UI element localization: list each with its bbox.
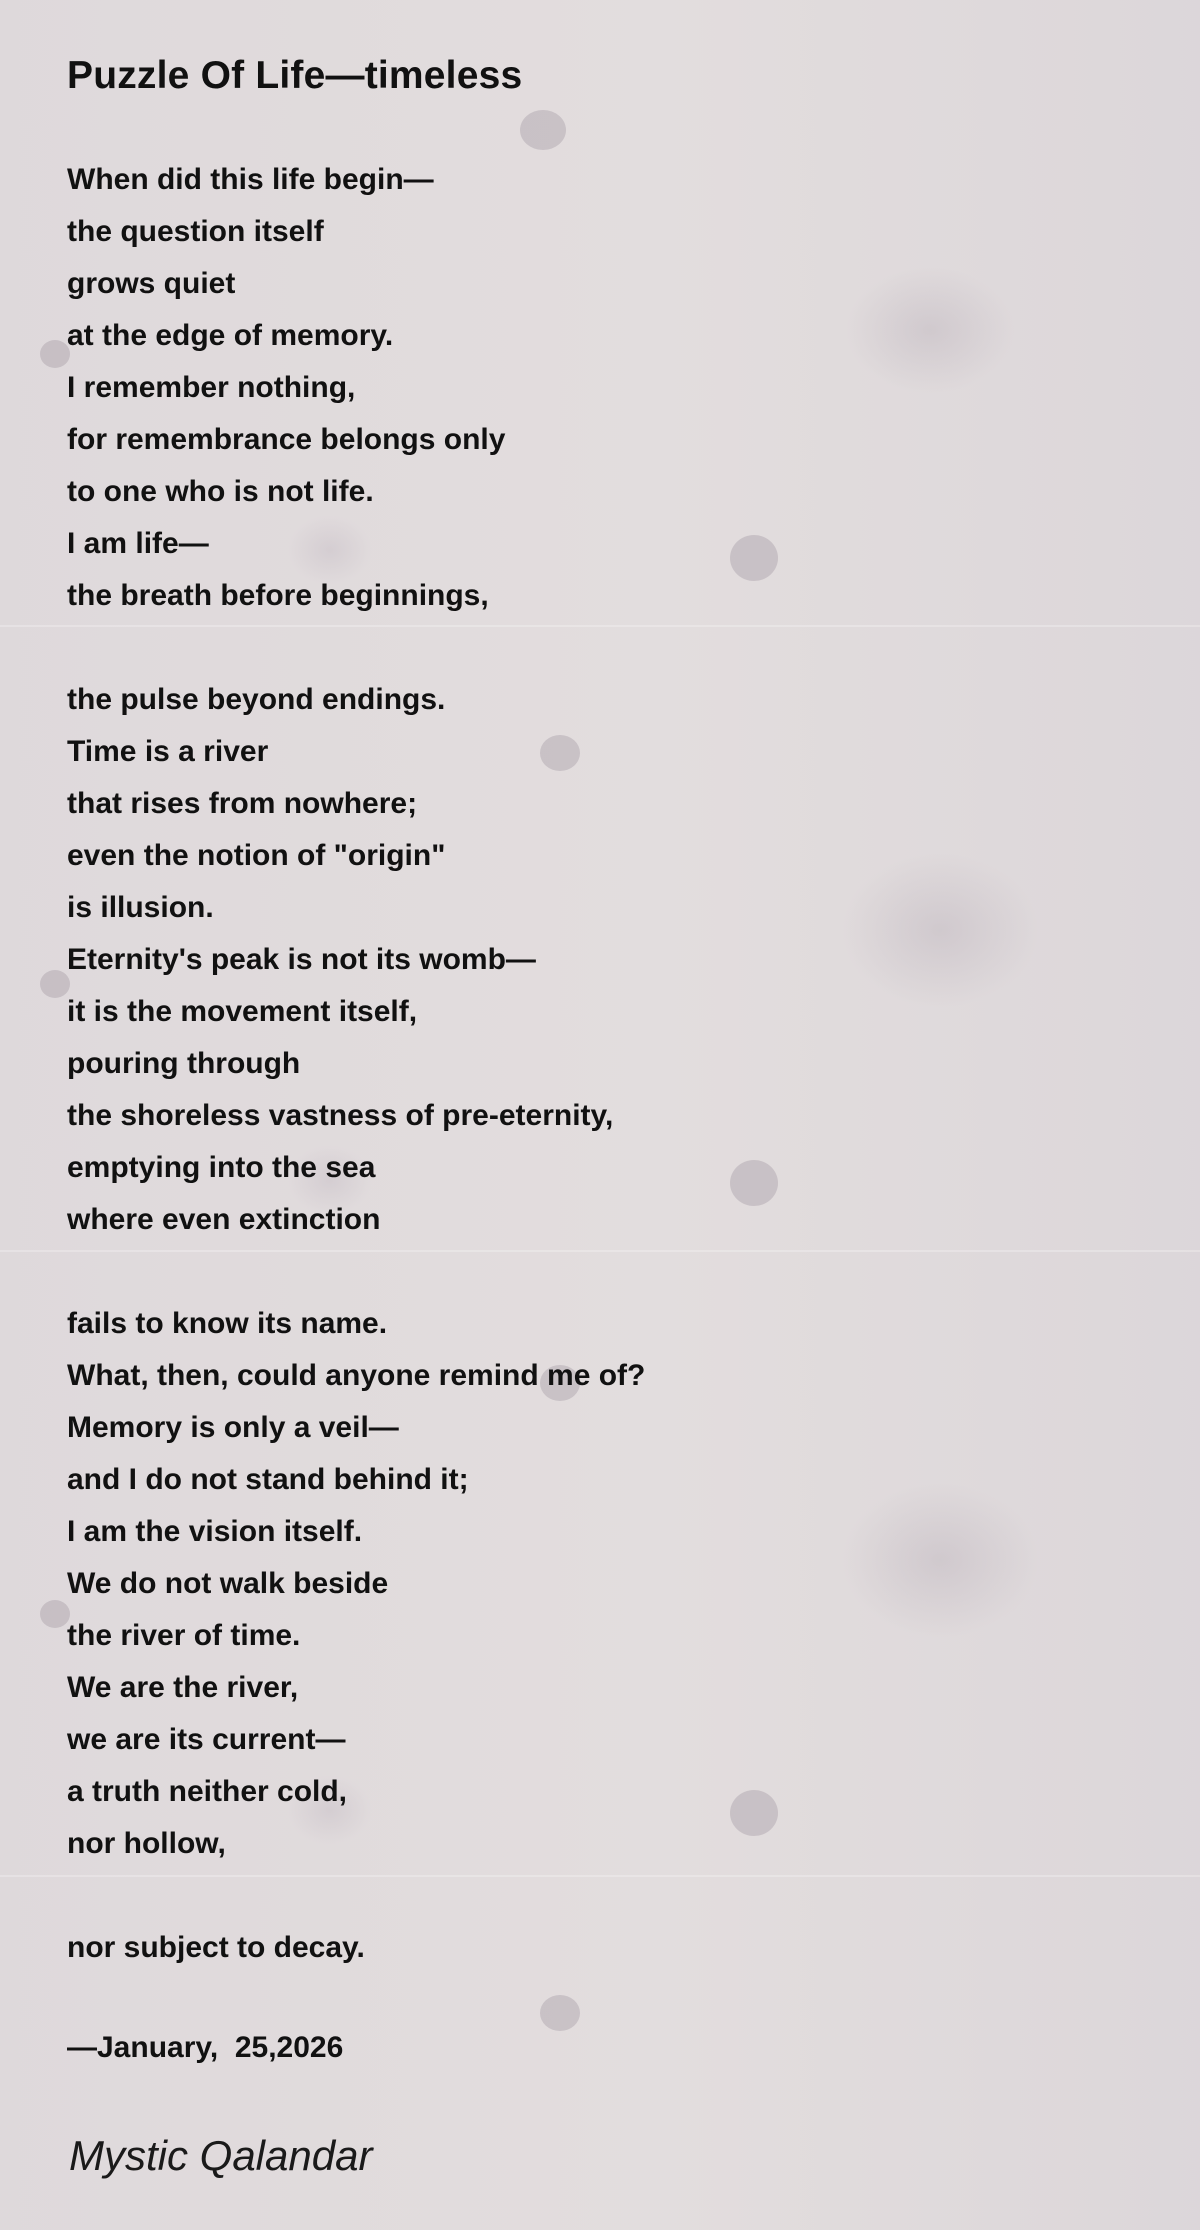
poem-line: even the notion of "origin" <box>67 839 446 872</box>
ink-blot <box>40 340 70 368</box>
poem-line: Eternity's peak is not its womb— <box>67 943 536 976</box>
poem-line: I am life— <box>67 527 209 560</box>
poem-line: Time is a river <box>67 735 269 768</box>
poem-title: Puzzle Of Life—timeless <box>67 54 523 97</box>
poem-line: grows quiet <box>67 267 236 300</box>
poem-line: where even extinction <box>67 1203 381 1236</box>
poem-line: at the edge of memory. <box>67 319 394 352</box>
poem-line: We are the river, <box>67 1671 299 1704</box>
poem-line: I am the vision itself. <box>67 1515 363 1548</box>
stanza-break <box>67 622 645 674</box>
ink-blot <box>520 110 566 150</box>
poem-line: the river of time. <box>67 1619 301 1652</box>
poem-content <box>67 52 1147 1964</box>
poem-line: What, then, could anyone remind me of? <box>67 1359 646 1392</box>
poem-author: Mystic Qalandar <box>69 2132 373 2179</box>
ink-blot <box>730 535 778 581</box>
ink-blot <box>730 1790 778 1836</box>
poem-line: and I do not stand behind it; <box>67 1463 469 1496</box>
poem-line: that rises from nowhere; <box>67 787 418 820</box>
poem-line: nor subject to decay. <box>67 1931 365 1964</box>
ink-blot <box>40 970 70 998</box>
ink-blot <box>540 1995 580 2031</box>
stanza-break <box>67 1246 645 1298</box>
poem-line: the shoreless vastness of pre-eternity, <box>67 1099 614 1132</box>
poem-line: for remembrance belongs only <box>67 423 506 456</box>
poem-line: nor hollow, <box>67 1827 226 1860</box>
poem-date: —January, 25,2026 <box>67 2031 344 2064</box>
poem-line: the question itself <box>67 215 324 248</box>
poem-line: a truth neither cold, <box>67 1775 348 1808</box>
poem-line: I remember nothing, <box>67 371 356 404</box>
poem-line: fails to know its name. <box>67 1307 388 1340</box>
poem-line: When did this life begin— <box>67 163 434 196</box>
ink-blot <box>40 1600 70 1628</box>
ink-blot <box>730 1160 778 1206</box>
poem-line: Memory is only a veil— <box>67 1411 399 1444</box>
stanza-break <box>67 1870 645 1922</box>
poem-line: the pulse beyond endings. <box>67 683 446 716</box>
poem-body <box>67 154 645 1974</box>
poem-line: it is the movement itself, <box>67 995 418 1028</box>
poem-line: the breath before beginnings, <box>67 579 489 612</box>
poem-line: is illusion. <box>67 891 214 924</box>
poem-line: emptying into the sea <box>67 1151 376 1184</box>
poem-line: pouring through <box>67 1047 301 1080</box>
poem-line: we are its current— <box>67 1723 346 1756</box>
poem-line: We do not walk beside <box>67 1567 389 1600</box>
poem-line: to one who is not life. <box>67 475 374 508</box>
